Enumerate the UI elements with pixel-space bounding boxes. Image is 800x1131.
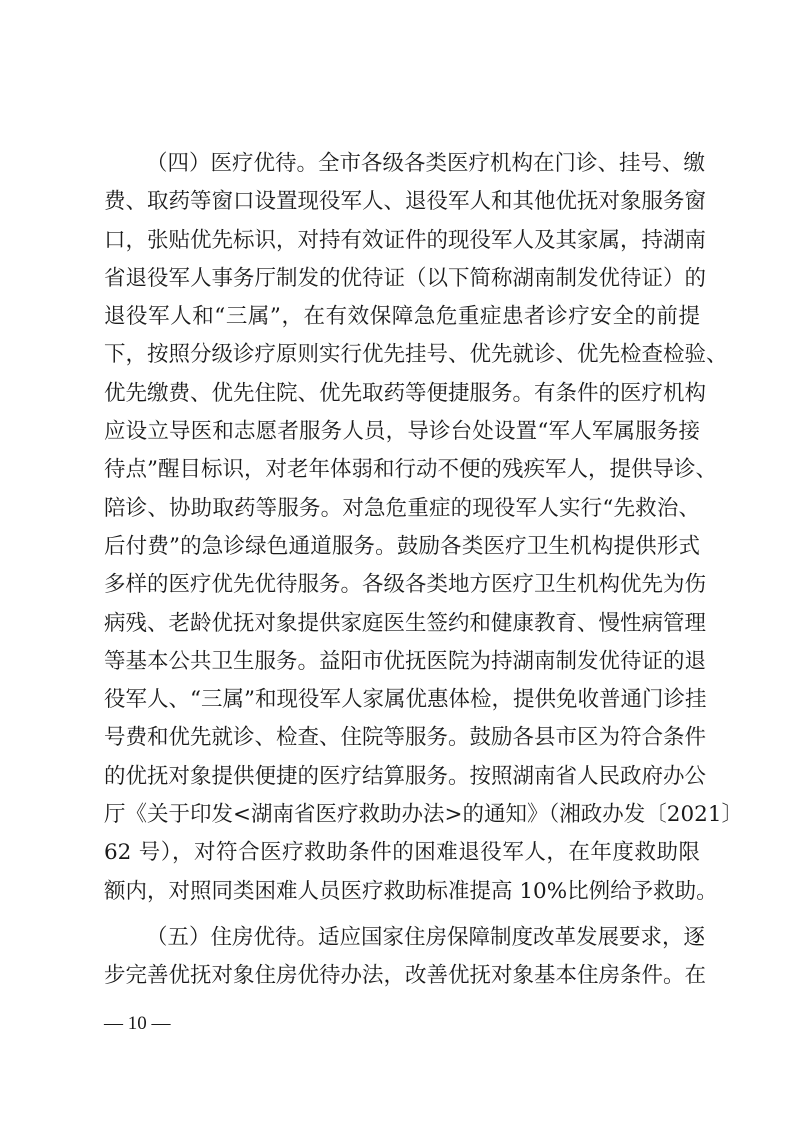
- text-line: 后付费”的急诊绿色通道服务。鼓励各类医疗卫生机构提供形式: [104, 533, 700, 559]
- paragraph-housing-priority: [104, 919, 707, 996]
- paragraph-medical-priority: [104, 145, 743, 911]
- text-line: 应设立导医和志愿者服务人员，导诊台处设置“军人军属服务接: [104, 419, 700, 445]
- text-line: 费、取药等窗口设置现役军人、退役军人和其他优抚对象服务窗: [104, 189, 707, 215]
- text-line: 退役军人和“三属”，在有效保障急危重症患者诊疗安全的前提: [104, 304, 700, 330]
- text-line: 厅《关于印发<湖南省医疗救助办法>的通知》（湘政办发〔2021〕: [104, 802, 743, 828]
- text-line: 多样的医疗优先优待服务。各级各类地方医疗卫生机构优先为伤: [104, 572, 707, 598]
- text-line: （四）医疗优待。全市各级各类医疗机构在门诊、挂号、缴: [146, 151, 706, 176]
- text-line: 额内，对照同类困难人员医疗救助标准提高 10%比例给予救助。: [104, 878, 718, 904]
- text-line: 待点”醒目标识，对老年体弱和行动不便的残疾军人，提供导诊、: [104, 457, 717, 483]
- text-line: 等基本公共卫生服务。益阳市优抚医院为持湖南制发优待证的退: [104, 648, 707, 674]
- text-line: 陪诊、协助取药等服务。对急危重症的现役军人实行“先救治、: [104, 495, 700, 521]
- text-line: 的优抚对象提供便捷的医疗结算服务。按照湖南省人民政府办公: [104, 763, 707, 789]
- text-line: 62 号），对符合医疗救助条件的困难退役军人，在年度救助限: [104, 840, 700, 866]
- text-line: 优先缴费、优先住院、优先取药等便捷服务。有条件的医疗机构: [104, 380, 707, 406]
- document-body: [104, 145, 743, 996]
- text-line: 省退役军人事务厅制发的优待证（以下简称湖南制发优待证）的: [104, 265, 707, 291]
- text-line: 口，张贴优先标识，对持有效证件的现役军人及其家属，持湖南: [104, 227, 707, 253]
- text-line: 号费和优先就诊、检查、住院等服务。鼓励各县市区为符合条件: [104, 725, 707, 751]
- text-line: 役军人、“三属”和现役军人家属优惠体检，提供免收普通门诊挂: [104, 687, 707, 713]
- text-line: （五）住房优待。适应国家住房保障制度改革发展要求，逐: [146, 924, 706, 950]
- text-line: 步完善优抚对象住房优待办法，改善优抚对象基本住房条件。在: [104, 963, 707, 989]
- page-number: — 10 —: [104, 1013, 171, 1034]
- text-line: 下，按照分级诊疗原则实行优先挂号、优先就诊、优先检查检验、: [104, 342, 728, 368]
- text-line: 病残、老龄优抚对象提供家庭医生签约和健康教育、慢性病管理: [104, 610, 707, 636]
